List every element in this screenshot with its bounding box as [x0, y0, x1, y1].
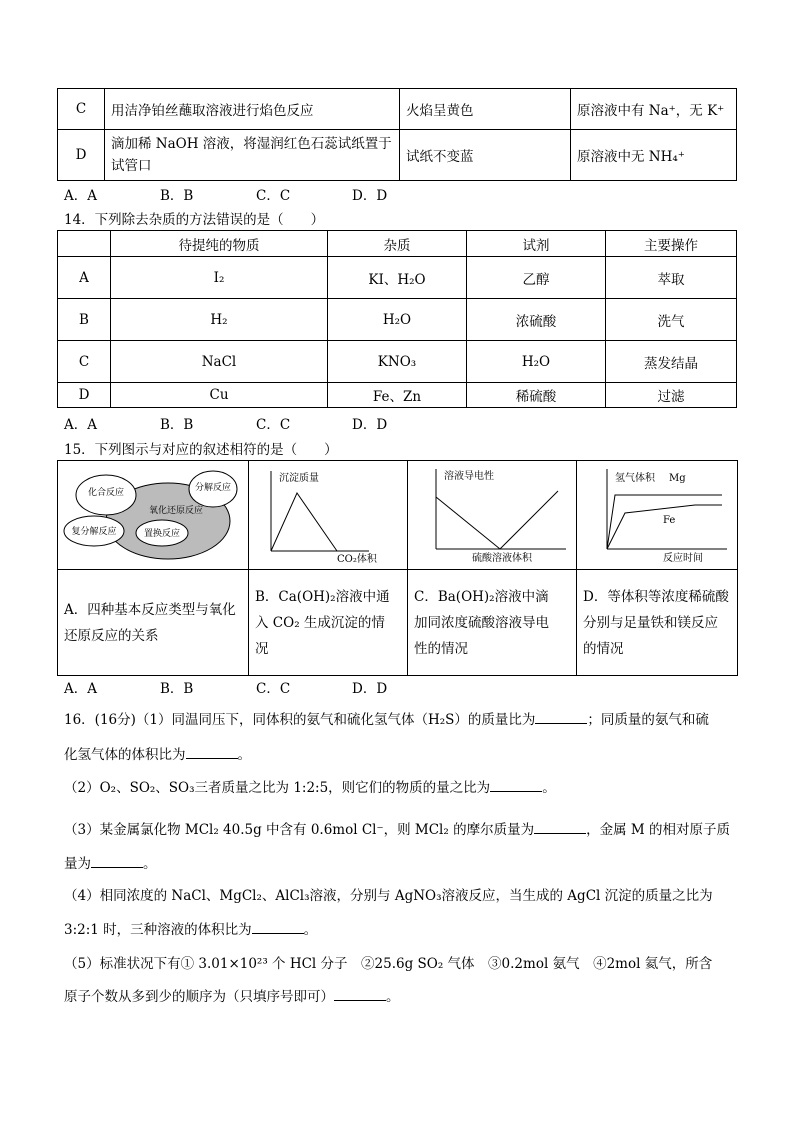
desc-line: 分别与足量铁和镁反应 — [583, 614, 718, 631]
option[interactable]: C．C — [256, 417, 291, 433]
phenomenon-cell: 试纸不变蓝 — [400, 130, 571, 181]
curve — [271, 493, 337, 551]
hydrogen-graph — [577, 461, 737, 565]
y-label: 氢气体积 — [615, 473, 655, 484]
venn-label: 氧化还原反应 — [148, 506, 204, 516]
venn-label: 分解反应 — [194, 483, 232, 493]
table-row — [58, 257, 737, 299]
q15-table — [57, 460, 738, 676]
operation-cell — [105, 130, 400, 181]
header-cell: 主要操作 — [606, 231, 737, 257]
operation-line: 滴加稀 NaOH 溶液，将湿润红色石蕊试纸置于 — [111, 136, 392, 152]
venn-figure-cell — [58, 461, 249, 570]
header-cell: 待提纯的物质 — [111, 231, 328, 257]
option[interactable]: C．C — [256, 681, 291, 697]
text: ，金属 M 的相对原子质 — [586, 822, 730, 838]
text: ；同质量的氨气和硫 — [587, 712, 709, 728]
cell: 乙醇 — [467, 257, 606, 299]
venn-diagram — [58, 461, 248, 565]
q13-options — [64, 184, 387, 204]
option[interactable]: D．D — [352, 417, 388, 433]
q15-options — [64, 677, 387, 697]
q15-title: 15．下列图示与对应的叙述相符的是（ ） — [64, 442, 338, 458]
cell: I₂ — [111, 257, 328, 299]
header-cell: 试剂 — [467, 231, 606, 257]
option[interactable]: B．B — [160, 417, 194, 433]
row-letter: D — [58, 130, 105, 181]
text: 16．(16分)（1）同温同压下，同体积的氨气和硫化氢气体（H₂S）的质量比为 — [64, 712, 536, 728]
option[interactable]: A．A — [64, 188, 97, 204]
operation-line: 试管口 — [111, 158, 152, 174]
venn-label: 置换反应 — [143, 529, 181, 539]
description-row — [58, 570, 738, 676]
cell: Cu — [111, 383, 328, 408]
q14-title: 14．下列除去杂质的方法错误的是（ ） — [64, 212, 325, 228]
venn-label: 复分解反应 — [71, 527, 117, 537]
answer-blank[interactable] — [252, 932, 304, 934]
conclusion-cell: 原溶液中无 NH₄⁺ — [571, 130, 737, 181]
option[interactable]: B．B — [160, 188, 194, 204]
q14-options — [64, 413, 387, 433]
cell: 稀硫酸 — [467, 383, 606, 408]
table-row — [58, 130, 737, 181]
answer-blank[interactable] — [334, 999, 386, 1001]
desc-line: 还原反应的关系 — [64, 627, 159, 644]
text: 原子个数从多到少的顺序为（只填序号即可） — [64, 989, 334, 1005]
desc-d — [577, 570, 738, 676]
table-row — [58, 89, 737, 130]
text: 。 — [303, 922, 318, 938]
answer-blank[interactable] — [535, 722, 587, 724]
cell: B — [58, 299, 111, 341]
graph-d-cell — [577, 461, 738, 570]
cell: Fe、Zn — [328, 383, 467, 408]
table-header — [58, 231, 737, 257]
desc-line: D．等体积等浓度稀硫酸 — [583, 588, 729, 605]
q16-line-6: （4）相同浓度的 NaCl、MgCl₂、AlCl₃溶液，分别与 AgNO₃溶液反应，当生成的 AgCl 沉淀的质量之比为 — [64, 888, 713, 904]
desc-line: A．四种基本反应类型与氧化 — [64, 601, 236, 618]
text: （3）某金属氯化物 MCl₂ 40.5g 中含有 0.6mol Cl⁻，则 MCl₂ 的摩尔质量为 — [64, 822, 535, 838]
cell: 洗气 — [606, 299, 737, 341]
option[interactable]: D．D — [352, 681, 388, 697]
desc-c — [408, 570, 577, 676]
q16-line-7 — [64, 918, 317, 938]
option[interactable]: D．D — [352, 188, 388, 204]
text: （2）O₂、SO₂、SO₃三者质量之比为 1:2:5，则它们的物质的量之比为 — [64, 780, 491, 796]
text: 。 — [237, 747, 251, 763]
q16-line-1 — [64, 708, 709, 728]
x-label: CO₂体积 — [337, 554, 377, 565]
desc-line: B．Ca(OH)₂溶液中通 — [255, 588, 390, 605]
desc-b — [249, 570, 408, 676]
cell: KNO₃ — [328, 341, 467, 383]
cell: NaCl — [111, 341, 328, 383]
conductivity-graph — [408, 461, 576, 565]
desc-line: 入 CO₂ 生成沉淀的情 — [255, 614, 385, 631]
desc-line: C．Ba(OH)₂溶液中滴 — [414, 588, 549, 605]
answer-blank[interactable] — [91, 866, 143, 868]
option[interactable]: A．A — [64, 681, 97, 697]
cell: KI、H₂O — [328, 257, 467, 299]
y-label: 沉淀质量 — [279, 473, 319, 484]
venn-label: 化合反应 — [87, 488, 125, 498]
table-row — [58, 383, 737, 408]
cell: H₂O — [467, 341, 606, 383]
cell: C — [58, 341, 111, 383]
text: 。 — [386, 989, 400, 1005]
q16-line-5 — [64, 852, 157, 872]
answer-blank[interactable] — [534, 832, 586, 834]
graph-c-cell — [408, 461, 577, 570]
q16-line-4 — [64, 818, 730, 838]
answer-blank[interactable] — [490, 790, 542, 792]
desc-line: 况 — [255, 640, 269, 657]
cell: H₂O — [328, 299, 467, 341]
fe-label: Fe — [663, 515, 676, 526]
cell: A — [58, 257, 111, 299]
q16-line-2 — [64, 743, 251, 763]
q16-line-3 — [64, 776, 556, 796]
cell: D — [58, 383, 111, 408]
header-cell: 杂质 — [328, 231, 467, 257]
y-label: 溶液导电性 — [444, 471, 494, 482]
x-label: 硫酸溶液体积 — [472, 553, 532, 564]
option[interactable]: B．B — [160, 681, 194, 697]
phenomenon-cell: 火焰呈黄色 — [400, 89, 571, 130]
q16-line-9 — [64, 985, 400, 1005]
desc-line: 的情况 — [583, 640, 624, 657]
figure-row — [58, 461, 738, 570]
graph-b-cell — [249, 461, 408, 570]
fe-curve — [607, 505, 722, 549]
text: 量为 — [64, 856, 91, 872]
desc-line: 性的情况 — [414, 640, 468, 657]
option[interactable]: A．A — [64, 417, 97, 433]
q13-table — [57, 88, 737, 181]
cell: 蒸发结晶 — [606, 341, 737, 383]
text: 。 — [143, 856, 157, 872]
q16-line-8: （5）标准状况下有① 3.01×10²³ 个 HCl 分子 ②25.6g SO₂ 气体 ③0.2mol 氨气 ④2mol 氦气，所含 — [64, 956, 713, 972]
header-cell — [58, 231, 111, 257]
cell: 过滤 — [606, 383, 737, 408]
operation-cell: 用洁净铂丝蘸取溶液进行焰色反应 — [105, 89, 400, 130]
table-row — [58, 341, 737, 383]
text: 化氢气体的体积比为 — [64, 747, 186, 763]
option[interactable]: C．C — [256, 188, 291, 204]
table-row — [58, 299, 737, 341]
cell: 浓硫酸 — [467, 299, 606, 341]
text: 。 — [542, 780, 556, 796]
x-label: 反应时间 — [663, 553, 703, 564]
mg-label: Mg — [669, 473, 686, 484]
text: 3:2:1 时，三种溶液的体积比为 — [64, 922, 252, 938]
answer-blank[interactable] — [186, 757, 238, 759]
precipitate-graph — [249, 461, 407, 565]
q14-table — [57, 230, 737, 408]
cell: 萃取 — [606, 257, 737, 299]
conclusion-cell: 原溶液中有 Na⁺，无 K⁺ — [571, 89, 737, 130]
row-letter: C — [58, 89, 105, 130]
cell: H₂ — [111, 299, 328, 341]
desc-a — [58, 570, 249, 676]
desc-line: 加同浓度硫酸溶液导电 — [414, 614, 549, 631]
curve — [436, 491, 558, 549]
